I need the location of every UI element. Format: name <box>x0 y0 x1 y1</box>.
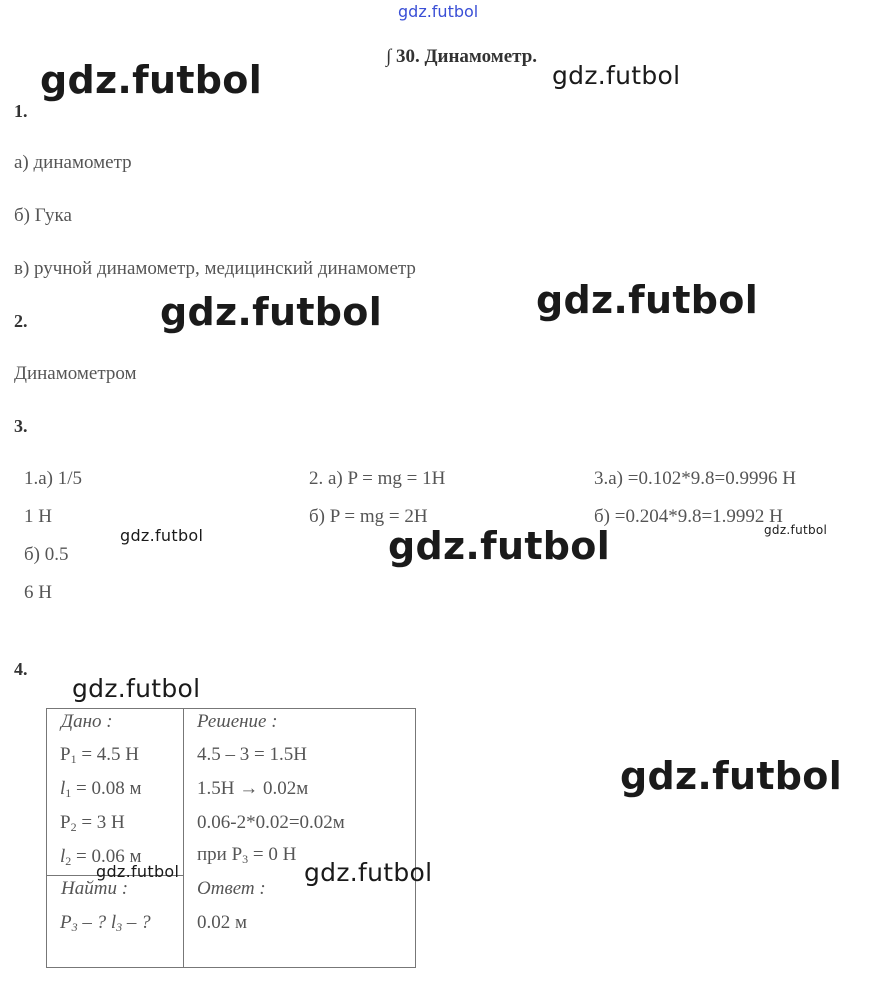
answer-2: Динамометром <box>14 363 137 384</box>
answer-3-1a: 1.а) 1/5 <box>24 468 83 489</box>
solution-header: Решение : <box>197 711 278 732</box>
watermark: gdz.futbol <box>536 278 759 322</box>
page-title: ∫ 30. Динамометр. <box>386 46 538 67</box>
watermark: gdz.futbol <box>120 526 204 545</box>
watermark: gdz.futbol <box>96 862 180 881</box>
site-link[interactable]: gdz.futbol <box>398 2 479 21</box>
given-l2: $l_2 = 0.06$ м <box>60 846 142 868</box>
answer-3-3a: 3.а) =0.102*9.8=0.9996 Н <box>594 468 796 489</box>
watermark: gdz.futbol <box>40 58 263 102</box>
watermark: gdz.futbol <box>552 61 681 90</box>
solution-line-1: 4.5 – 3 = 1.5H <box>197 744 307 765</box>
solution-line-4: при $P_3 = 0$ Н <box>197 844 297 866</box>
given-l1: $l_1 = 0.08$ м <box>60 778 142 800</box>
answer-3-2b: б) P = mg = 2H <box>309 506 428 527</box>
answer-3-2a: 2. а) P = mg = 1H <box>309 468 446 489</box>
section-4-number: 4. <box>14 659 28 679</box>
watermark: gdz.futbol <box>764 523 828 537</box>
given-header: Дано : <box>61 711 113 732</box>
find-header: Найти : <box>61 878 129 899</box>
section-2-number: 2. <box>14 311 28 331</box>
watermark: gdz.futbol <box>160 290 383 334</box>
answer-3-1b: б) 0.5 <box>24 544 69 565</box>
solution-line-3: 0.06-2*0.02=0.02м <box>197 812 345 833</box>
solution-line-2: 1.5H → 0.02м <box>197 778 309 799</box>
section-3-number: 3. <box>14 416 28 436</box>
find-values: $P_3$ – ? $l_3$ – ? <box>60 912 151 934</box>
answer-3-1a-value: 1 Н <box>24 506 52 527</box>
section-1-number: 1. <box>14 101 28 121</box>
given-p2: $P_2 = 3$ Н <box>60 812 125 834</box>
answer-1c: в) ручной динамометр, медицинский динамометр <box>14 258 416 279</box>
given-p1: $P_1 = 4.5$ Н <box>60 744 140 766</box>
answer-3-3b: б) =0.204*9.8=1.9992 Н <box>594 506 783 527</box>
answer-1a: а) динамометр <box>14 152 132 173</box>
answer-1b: б) Гука <box>14 205 72 226</box>
watermark: gdz.futbol <box>620 754 843 798</box>
table-column-divider <box>183 709 184 967</box>
answer-value: 0.02 м <box>197 912 248 933</box>
watermark: gdz.futbol <box>388 524 611 568</box>
answer-header: Ответ : <box>197 878 266 899</box>
answer-3-1b-value: 6 Н <box>24 582 52 603</box>
watermark: gdz.futbol <box>72 674 201 703</box>
watermark: gdz.futbol <box>304 858 433 887</box>
